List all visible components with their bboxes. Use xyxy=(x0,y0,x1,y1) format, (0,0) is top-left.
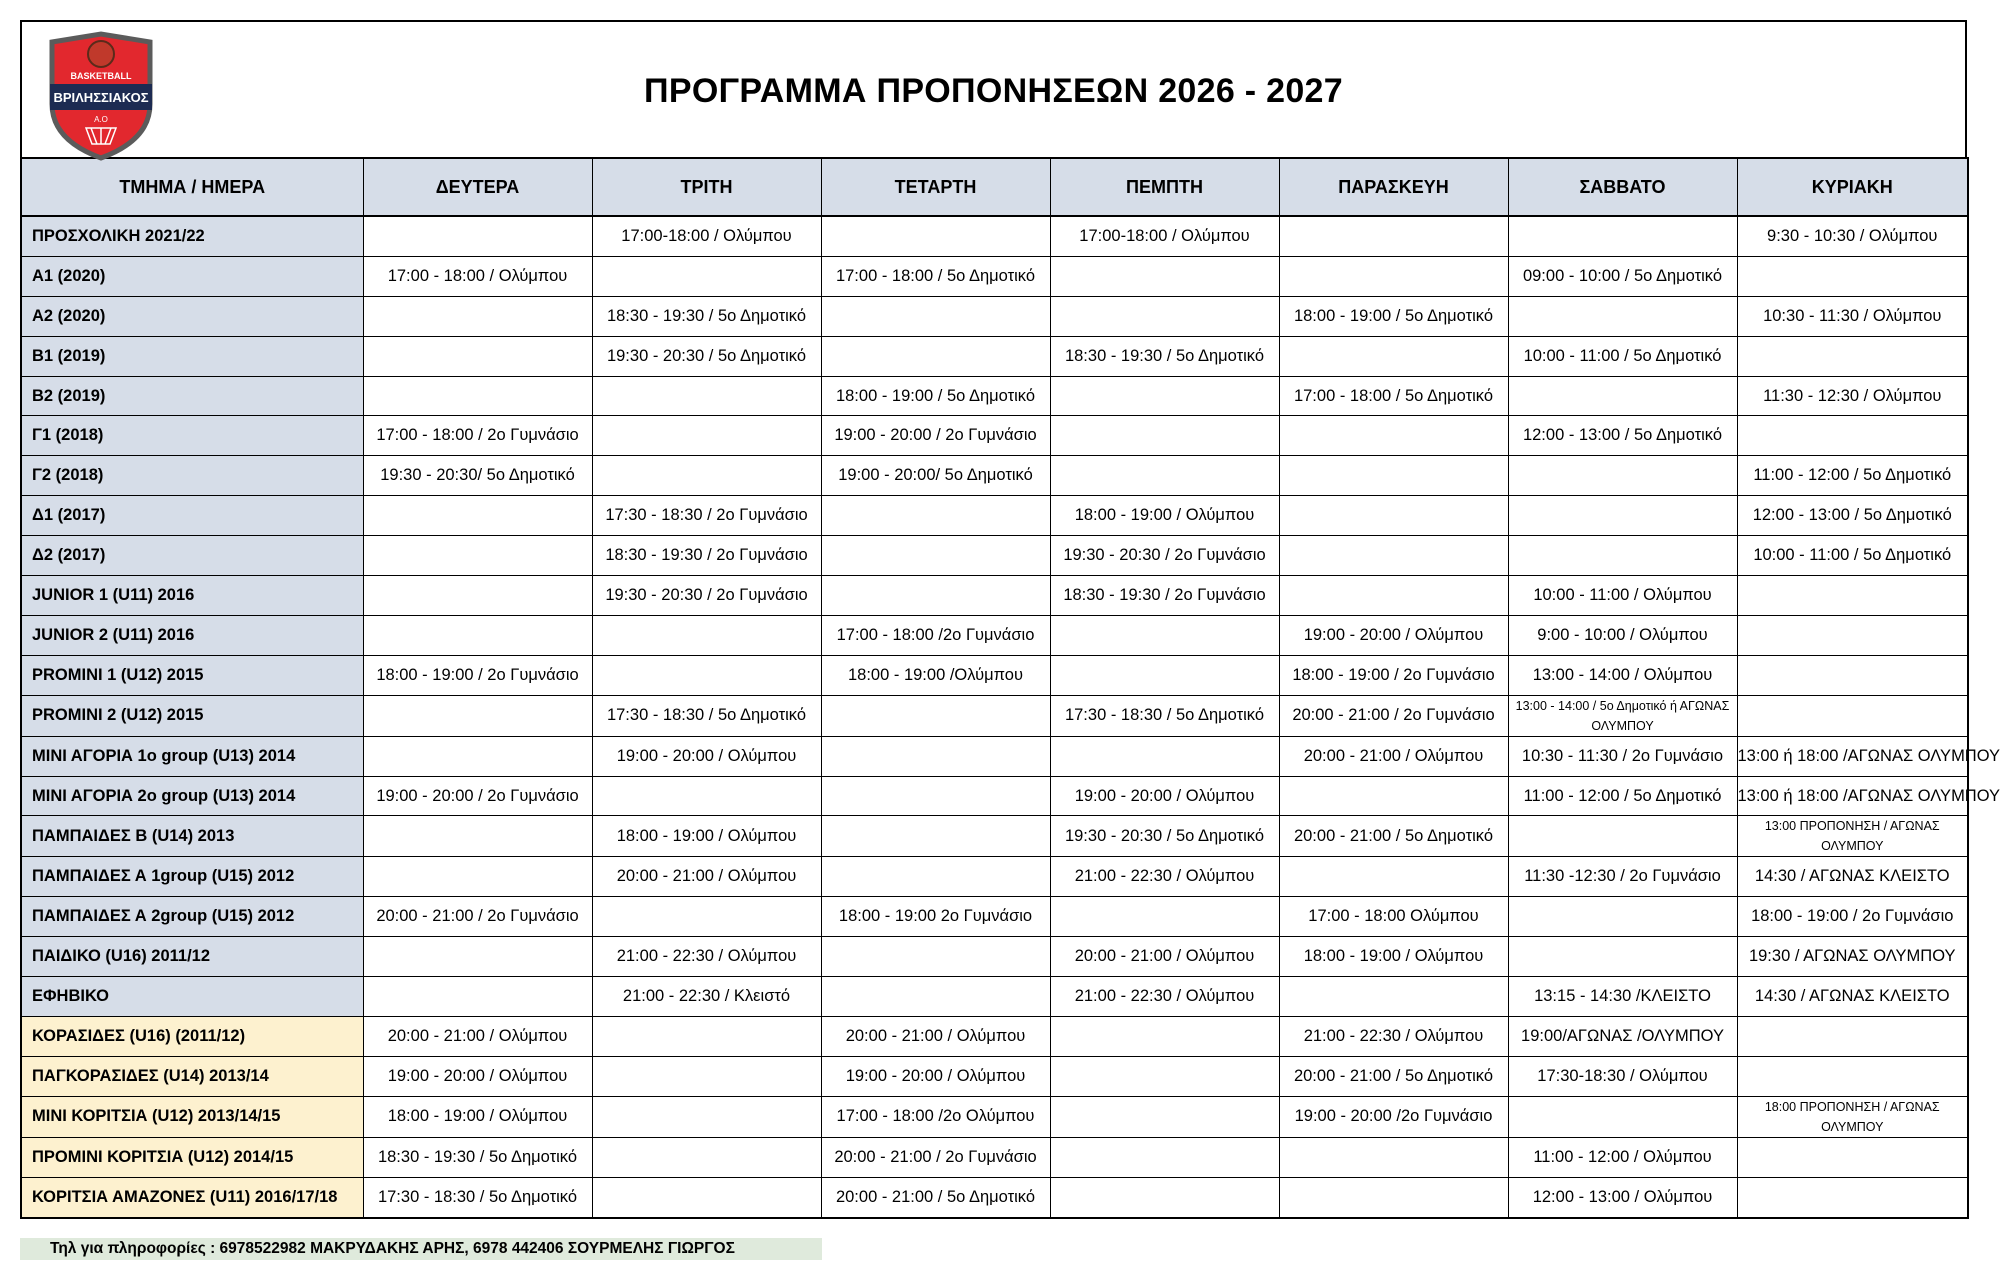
schedule-cell: 17:00 - 18:00 /2ο Ολύμπου xyxy=(821,1096,1050,1137)
schedule-cell: 18:00 - 19:00 2ο Γυμνάσιο xyxy=(821,897,1050,937)
schedule-cell xyxy=(1508,816,1737,857)
team-name-cell: ΜΙΝΙ ΚΟΡΙΤΣΙΑ (U12) 2013/14/15 xyxy=(21,1096,363,1137)
schedule-cell: 12:00 - 13:00 / Ολύμπου xyxy=(1508,1177,1737,1217)
team-name-cell: ΠΡΟΣΧΟΛΙΚΗ 2021/22 xyxy=(21,216,363,256)
schedule-cell xyxy=(363,695,592,736)
schedule-cell xyxy=(363,816,592,857)
header-day: ΤΡΙΤΗ xyxy=(592,158,821,216)
schedule-cell xyxy=(1279,416,1508,456)
schedule-cell xyxy=(363,296,592,336)
schedule-cell: 18:00 - 19:00 / 2ο Γυμνάσιο xyxy=(1737,897,1968,937)
schedule-cell: 11:30 -12:30 / 2ο Γυμνάσιο xyxy=(1508,857,1737,897)
schedule-cell: 13:00 - 14:00 / 5ο Δημοτικό ή ΑΓΩΝΑΣ ΟΛΥΜΠΟΥ xyxy=(1508,695,1737,736)
schedule-cell: 10:30 - 11:30 / 2ο Γυμνάσιο xyxy=(1508,736,1737,776)
schedule-cell xyxy=(1050,1137,1279,1177)
schedule-cell xyxy=(1737,1017,1968,1057)
schedule-cell: 17:00-18:00 / Ολύμπου xyxy=(592,216,821,256)
schedule-cell xyxy=(592,615,821,655)
table-row xyxy=(21,1177,1968,1217)
table-row xyxy=(21,695,1968,736)
schedule-cell: 18:00 ΠΡΟΠΟΝΗΣΗ / ΑΓΩΝΑΣ ΟΛΥΜΠΟΥ xyxy=(1737,1096,1968,1137)
table-row xyxy=(21,496,1968,536)
schedule-cell xyxy=(592,376,821,416)
schedule-cell: 17:30 - 18:30 / 5ο Δημοτικό xyxy=(1050,695,1279,736)
schedule-cell xyxy=(1508,1096,1737,1137)
schedule-cell: 19:30 - 20:30 / 2ο Γυμνάσιο xyxy=(1050,536,1279,576)
table-row xyxy=(21,336,1968,376)
schedule-cell: 17:00 - 18:00 / 5ο Δημοτικό xyxy=(1279,376,1508,416)
schedule-cell xyxy=(1508,536,1737,576)
schedule-cell: 19:00 - 20:00 / Ολύμπου xyxy=(1050,776,1279,816)
schedule-cell: 19:00 - 20:00 / 2ο Γυμνάσιο xyxy=(363,776,592,816)
schedule-cell: 20:00 - 21:00 / 2ο Γυμνάσιο xyxy=(363,897,592,937)
schedule-cell xyxy=(1508,456,1737,496)
schedule-cell xyxy=(1050,736,1279,776)
schedule-cell: 18:00 - 19:00 / 2ο Γυμνάσιο xyxy=(1279,655,1508,695)
table-row xyxy=(21,416,1968,456)
schedule-cell: 11:30 - 12:30 / Ολύμπου xyxy=(1737,376,1968,416)
schedule-cell xyxy=(363,216,592,256)
table-row xyxy=(21,456,1968,496)
team-name-cell: ΠΑΜΠΑΙΔΕΣ Α 2group (U15) 2012 xyxy=(21,897,363,937)
schedule-cell xyxy=(1050,897,1279,937)
logo-name: ΒΡΙΛΗΣΣΙΑΚΟΣ xyxy=(53,90,149,105)
schedule-cell xyxy=(1279,336,1508,376)
team-name-cell: Δ2 (2017) xyxy=(21,536,363,576)
page-title: ΠΡΟΓΡΑΜΜΑ ΠΡΟΠΟΝΗΣΕΩΝ 2026 - 2027 xyxy=(644,72,1343,110)
table-row xyxy=(21,1096,1968,1137)
schedule-cell xyxy=(1279,216,1508,256)
schedule-cell xyxy=(1508,937,1737,977)
schedule-cell: 18:00 - 19:00 / Ολύμπου xyxy=(1050,496,1279,536)
header-day: ΚΥΡΙΑΚΗ xyxy=(1737,158,1968,216)
schedule-cell: 19:30 / ΑΓΩΝΑΣ ΟΛΥΜΠΟΥ xyxy=(1737,937,1968,977)
schedule-cell: 18:30 - 19:30 / 5ο Δημοτικό xyxy=(1050,336,1279,376)
team-name-cell: ΠΑΜΠΑΙΔΕΣ Β (U14) 2013 xyxy=(21,816,363,857)
schedule-cell: 19:00 - 20:00 / Ολύμπου xyxy=(821,1056,1050,1096)
schedule-cell xyxy=(1050,1177,1279,1217)
schedule-cell xyxy=(1279,857,1508,897)
schedule-cell: 20:00 - 21:00 / 5ο Δημοτικό xyxy=(1279,816,1508,857)
schedule-cell xyxy=(363,736,592,776)
title-box xyxy=(20,20,1967,157)
team-name-cell: ΠΡΟΜΙΝΙ ΚΟΡΙΤΣΙΑ (U12) 2014/15 xyxy=(21,1137,363,1177)
table-row xyxy=(21,816,1968,857)
schedule-cell: 19:00 - 20:00 / Ολύμπου xyxy=(363,1056,592,1096)
schedule-cell: 13:00 ΠΡΟΠΟΝΗΣΗ / ΑΓΩΝΑΣ ΟΛΥΜΠΟΥ xyxy=(1737,816,1968,857)
schedule-cell xyxy=(363,937,592,977)
schedule-cell xyxy=(1508,376,1737,416)
schedule-cell: 19:30 - 20:30 / 2ο Γυμνάσιο xyxy=(592,576,821,616)
table-row xyxy=(21,937,1968,977)
schedule-cell xyxy=(1279,536,1508,576)
schedule-cell xyxy=(1050,1017,1279,1057)
schedule-cell: 19:00 - 20:00 / Ολύμπου xyxy=(1279,615,1508,655)
team-name-cell: ΜΙΝΙ ΑΓΟΡΙΑ 1ο group (U13) 2014 xyxy=(21,736,363,776)
schedule-cell: 19:30 - 20:30/ 5ο Δημοτικό xyxy=(363,456,592,496)
schedule-cell xyxy=(1508,216,1737,256)
schedule-cell: 17:00 - 18:00 /2ο Γυμνάσιο xyxy=(821,615,1050,655)
schedule-cell: 19:00 - 20:00 / 2ο Γυμνάσιο xyxy=(821,416,1050,456)
schedule-cell: 18:30 - 19:30 / 2ο Γυμνάσιο xyxy=(592,536,821,576)
schedule-cell: 19:00 - 20:00 /2ο Γυμνάσιο xyxy=(1279,1096,1508,1137)
schedule-cell: 10:00 - 11:00 / Ολύμπου xyxy=(1508,576,1737,616)
table-row xyxy=(21,256,1968,296)
schedule-cell: 11:00 - 12:00 / Ολύμπου xyxy=(1508,1137,1737,1177)
schedule-cell xyxy=(592,1056,821,1096)
team-name-cell: Α2 (2020) xyxy=(21,296,363,336)
table-row xyxy=(21,897,1968,937)
table-row xyxy=(21,1137,1968,1177)
schedule-cell: 19:30 - 20:30 / 5ο Δημοτικό xyxy=(1050,816,1279,857)
schedule-cell xyxy=(1279,576,1508,616)
schedule-cell: 20:00 - 21:00 / 2ο Γυμνάσιο xyxy=(1279,695,1508,736)
table-row xyxy=(21,576,1968,616)
schedule-cell: 14:30 / ΑΓΩΝΑΣ ΚΛΕΙΣΤΟ xyxy=(1737,977,1968,1017)
schedule-cell: 20:00 - 21:00 / 2ο Γυμνάσιο xyxy=(821,1137,1050,1177)
schedule-cell: 18:00 - 19:00 /Ολύμπου xyxy=(821,655,1050,695)
team-name-cell: ΚΟΡΙΤΣΙΑ ΑΜΑΖΟΝΕΣ (U11) 2016/17/18 xyxy=(21,1177,363,1217)
contact-footer: Τηλ για πληροφορίες : 6978522982 ΜΑΚΡΥΔΑΚΗΣ ΑΡΗΣ, 6978 442406 ΣΟΥΡΜΕΛΗΣ ΓΙΩΡΓΟΣ xyxy=(20,1238,822,1260)
team-name-cell: JUNIOR 1 (U11) 2016 xyxy=(21,576,363,616)
schedule-cell xyxy=(821,857,1050,897)
schedule-cell xyxy=(592,416,821,456)
table-row xyxy=(21,216,1968,256)
schedule-cell xyxy=(821,977,1050,1017)
schedule-cell: 20:00 - 21:00 / Ολύμπου xyxy=(1279,736,1508,776)
schedule-cell xyxy=(592,655,821,695)
schedule-cell: 20:00 - 21:00 / 5ο Δημοτικό xyxy=(821,1177,1050,1217)
schedule-sheet xyxy=(20,20,2000,1219)
team-name-cell: ΚΟΡΑΣΙΔΕΣ (U16) (2011/12) xyxy=(21,1017,363,1057)
schedule-cell xyxy=(1050,655,1279,695)
schedule-cell xyxy=(821,937,1050,977)
schedule-cell xyxy=(1737,1056,1968,1096)
schedule-cell: 11:00 - 12:00 / 5ο Δημοτικό xyxy=(1508,776,1737,816)
schedule-cell: 21:00 - 22:30 / Ολύμπου xyxy=(1279,1017,1508,1057)
schedule-cell xyxy=(1279,1177,1508,1217)
schedule-cell xyxy=(363,977,592,1017)
table-row xyxy=(21,615,1968,655)
header-day: ΔΕΥΤΕΡΑ xyxy=(363,158,592,216)
schedule-cell xyxy=(363,857,592,897)
team-name-cell: ΜΙΝΙ ΑΓΟΡΙΑ 2ο group (U13) 2014 xyxy=(21,776,363,816)
logo-sub: Α.Ο xyxy=(94,115,108,124)
schedule-cell xyxy=(1737,1137,1968,1177)
schedule-cell: 18:00 - 19:00 / Ολύμπου xyxy=(363,1096,592,1137)
schedule-cell xyxy=(1050,416,1279,456)
schedule-cell xyxy=(363,496,592,536)
schedule-cell xyxy=(821,695,1050,736)
team-name-cell: PROMINI 1 (U12) 2015 xyxy=(21,655,363,695)
schedule-cell xyxy=(1050,1096,1279,1137)
schedule-cell: 13:00 - 14:00 / Ολύμπου xyxy=(1508,655,1737,695)
basketball-icon xyxy=(88,41,114,67)
schedule-cell: 13:00 ή 18:00 /ΑΓΩΝΑΣ ΟΛΥΜΠΟΥ xyxy=(1737,736,1968,776)
schedule-cell: 18:30 - 19:30 / 5ο Δημοτικό xyxy=(592,296,821,336)
table-row xyxy=(21,736,1968,776)
schedule-cell xyxy=(1737,256,1968,296)
schedule-cell xyxy=(1737,655,1968,695)
schedule-cell xyxy=(821,776,1050,816)
team-name-cell: JUNIOR 2 (U11) 2016 xyxy=(21,615,363,655)
schedule-cell xyxy=(363,576,592,616)
schedule-cell xyxy=(1737,576,1968,616)
schedule-cell xyxy=(1050,615,1279,655)
schedule-cell: 19:00/ΑΓΩΝΑΣ /ΟΛΥΜΠΟΥ xyxy=(1508,1017,1737,1057)
schedule-cell xyxy=(821,336,1050,376)
schedule-cell: 21:00 - 22:30 / Ολύμπου xyxy=(1050,977,1279,1017)
schedule-cell xyxy=(821,576,1050,616)
schedule-cell: 21:00 - 22:30 / Ολύμπου xyxy=(592,937,821,977)
schedule-cell: 09:00 - 10:00 / 5ο Δημοτικό xyxy=(1508,256,1737,296)
schedule-cell xyxy=(592,1137,821,1177)
table-row xyxy=(21,1017,1968,1057)
team-name-cell: ΠΑΙΔΙΚΟ (U16) 2011/12 xyxy=(21,937,363,977)
team-name-cell: Γ2 (2018) xyxy=(21,456,363,496)
schedule-cell: 17:00 - 18:00 / 2ο Γυμνάσιο xyxy=(363,416,592,456)
schedule-cell: 18:00 - 19:00 / Ολύμπου xyxy=(1279,937,1508,977)
schedule-cell xyxy=(821,496,1050,536)
team-name-cell: Α1 (2020) xyxy=(21,256,363,296)
schedule-cell xyxy=(1279,1137,1508,1177)
schedule-cell xyxy=(363,336,592,376)
schedule-cell: 12:00 - 13:00 / 5ο Δημοτικό xyxy=(1737,496,1968,536)
schedule-cell xyxy=(1279,256,1508,296)
schedule-cell xyxy=(1050,1056,1279,1096)
schedule-cell xyxy=(1279,977,1508,1017)
schedule-cell: 19:00 - 20:00/ 5ο Δημοτικό xyxy=(821,456,1050,496)
schedule-cell: 19:30 - 20:30 / 5ο Δημοτικό xyxy=(592,336,821,376)
schedule-cell: 17:00 - 18:00 Ολύμπου xyxy=(1279,897,1508,937)
schedule-cell xyxy=(821,736,1050,776)
schedule-cell: 12:00 - 13:00 / 5ο Δημοτικό xyxy=(1508,416,1737,456)
header-day: ΠΑΡΑΣΚΕΥΗ xyxy=(1279,158,1508,216)
schedule-cell xyxy=(1508,496,1737,536)
schedule-cell: 13:00 ή 18:00 /ΑΓΩΝΑΣ ΟΛΥΜΠΟΥ xyxy=(1737,776,1968,816)
schedule-cell xyxy=(821,536,1050,576)
team-name-cell: ΕΦΗΒΙΚΟ xyxy=(21,977,363,1017)
schedule-cell: 20:00 - 21:00 / Ολύμπου xyxy=(821,1017,1050,1057)
schedule-cell: 10:00 - 11:00 / 5ο Δημοτικό xyxy=(1508,336,1737,376)
schedule-cell: 21:00 - 22:30 / Κλειστό xyxy=(592,977,821,1017)
schedule-cell xyxy=(1508,296,1737,336)
schedule-cell: 21:00 - 22:30 / Ολύμπου xyxy=(1050,857,1279,897)
schedule-cell: 13:15 - 14:30 /ΚΛΕΙΣΤΟ xyxy=(1508,977,1737,1017)
table-body xyxy=(21,216,2000,1218)
schedule-cell xyxy=(1737,336,1968,376)
team-name-cell: Γ1 (2018) xyxy=(21,416,363,456)
schedule-cell: 20:00 - 21:00 / Ολύμπου xyxy=(363,1017,592,1057)
schedule-cell xyxy=(592,256,821,296)
schedule-cell: 20:00 - 21:00 / Ολύμπου xyxy=(1050,937,1279,977)
schedule-cell: 18:00 - 19:00 / Ολύμπου xyxy=(592,816,821,857)
table-row xyxy=(21,1056,1968,1096)
table-row xyxy=(21,977,1968,1017)
schedule-cell xyxy=(1050,456,1279,496)
schedule-cell xyxy=(1279,776,1508,816)
schedule-cell xyxy=(1737,615,1968,655)
team-name-cell: Δ1 (2017) xyxy=(21,496,363,536)
schedule-cell xyxy=(1737,416,1968,456)
schedule-cell xyxy=(363,536,592,576)
header-day: ΠΕΜΠΤΗ xyxy=(1050,158,1279,216)
schedule-cell xyxy=(821,296,1050,336)
schedule-cell: 17:00 - 18:00 / 5ο Δημοτικό xyxy=(821,256,1050,296)
schedule-cell xyxy=(592,1177,821,1217)
schedule-cell: 17:00 - 18:00 / Ολύμπου xyxy=(363,256,592,296)
schedule-cell: 17:30 - 18:30 / 2ο Γυμνάσιο xyxy=(592,496,821,536)
schedule-cell: 19:00 - 20:00 / Ολύμπου xyxy=(592,736,821,776)
schedule-cell: 14:30 / ΑΓΩΝΑΣ ΚΛΕΙΣΤΟ xyxy=(1737,857,1968,897)
schedule-cell xyxy=(1050,376,1279,416)
table-row xyxy=(21,857,1968,897)
schedule-cell xyxy=(363,376,592,416)
schedule-cell: 17:00-18:00 / Ολύμπου xyxy=(1050,216,1279,256)
schedule-cell: 10:30 - 11:30 / Ολύμπου xyxy=(1737,296,1968,336)
table-row xyxy=(21,296,1968,336)
schedule-cell: 18:00 - 19:00 / 5ο Δημοτικό xyxy=(1279,296,1508,336)
schedule-cell xyxy=(592,456,821,496)
header-team-day: ΤΜΗΜΑ / ΗΜΕΡΑ xyxy=(21,158,363,216)
schedule-cell: 20:00 - 21:00 / 5ο Δημοτικό xyxy=(1279,1056,1508,1096)
schedule-cell: 10:00 - 11:00 / 5ο Δημοτικό xyxy=(1737,536,1968,576)
schedule-cell: 18:30 - 19:30 / 2ο Γυμνάσιο xyxy=(1050,576,1279,616)
schedule-cell xyxy=(1737,1177,1968,1217)
schedule-cell xyxy=(1737,695,1968,736)
schedule-cell xyxy=(592,1096,821,1137)
schedule-cell xyxy=(1279,456,1508,496)
schedule-cell xyxy=(363,615,592,655)
schedule-cell: 18:00 - 19:00 / 2ο Γυμνάσιο xyxy=(363,655,592,695)
team-name-cell: Β1 (2019) xyxy=(21,336,363,376)
schedule-cell xyxy=(821,816,1050,857)
schedule-cell xyxy=(1279,496,1508,536)
schedule-cell xyxy=(1508,897,1737,937)
schedule-cell: 17:30-18:30 / Ολύμπου xyxy=(1508,1056,1737,1096)
table-row xyxy=(21,536,1968,576)
table-row xyxy=(21,376,1968,416)
table-header-row xyxy=(21,158,1968,216)
team-name-cell: Β2 (2019) xyxy=(21,376,363,416)
schedule-cell: 18:00 - 19:00 / 5ο Δημοτικό xyxy=(821,376,1050,416)
schedule-cell: 17:30 - 18:30 / 5ο Δημοτικό xyxy=(363,1177,592,1217)
header-day: ΣΑΒΒΑΤΟ xyxy=(1508,158,1737,216)
schedule-cell: 11:00 - 12:00 / 5ο Δημοτικό xyxy=(1737,456,1968,496)
schedule-cell xyxy=(1050,296,1279,336)
schedule-cell xyxy=(821,216,1050,256)
schedule-cell: 9:00 - 10:00 / Ολύμπου xyxy=(1508,615,1737,655)
schedule-cell xyxy=(592,1017,821,1057)
header-day: ΤΕΤΑΡΤΗ xyxy=(821,158,1050,216)
logo-top-text: BASKETBALL xyxy=(70,71,132,81)
team-name-cell: ΠΑΜΠΑΙΔΕΣ Α 1group (U15) 2012 xyxy=(21,857,363,897)
schedule-cell: 17:30 - 18:30 / 5ο Δημοτικό xyxy=(592,695,821,736)
schedule-cell xyxy=(592,897,821,937)
schedule-cell xyxy=(592,776,821,816)
schedule-cell: 18:30 - 19:30 / 5ο Δημοτικό xyxy=(363,1137,592,1177)
schedule-table xyxy=(20,157,2000,1219)
schedule-cell: 9:30 - 10:30 / Ολύμπου xyxy=(1737,216,1968,256)
table-row xyxy=(21,655,1968,695)
table-row xyxy=(21,776,1968,816)
schedule-cell: 20:00 - 21:00 / Ολύμπου xyxy=(592,857,821,897)
team-name-cell: PROMINI 2 (U12) 2015 xyxy=(21,695,363,736)
schedule-cell xyxy=(1050,256,1279,296)
team-name-cell: ΠΑΓΚΟΡΑΣΙΔΕΣ (U14) 2013/14 xyxy=(21,1056,363,1096)
